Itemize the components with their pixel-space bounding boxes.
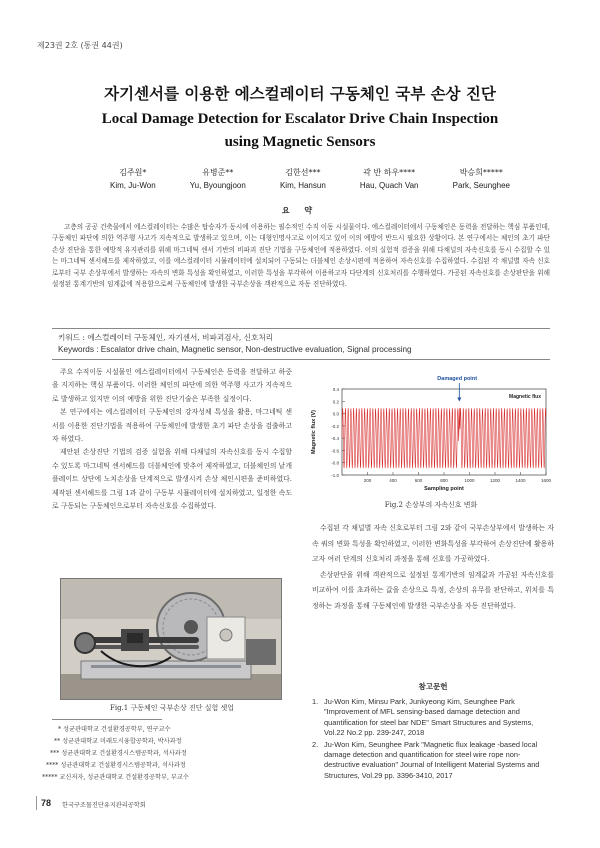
y-tick-label: 0.2 [332, 399, 339, 405]
author-name-ko: 김주원* [119, 168, 147, 177]
y-tick-label: -0.8 [331, 460, 339, 466]
author-name-ko: 박승희***** [459, 168, 503, 177]
author [110, 167, 156, 190]
author-name-en: Yu, Byoungjoon [189, 181, 246, 190]
x-tick-label: 1000 [464, 478, 475, 483]
y-axis-label: Magnetic flux (V) [311, 409, 317, 455]
body-right-column [312, 521, 554, 614]
x-tick-label: 800 [440, 478, 448, 483]
body-left-column [52, 366, 292, 513]
author-name-ko: 유병준** [202, 168, 234, 177]
author-name-en: Park, Seunghee [452, 181, 510, 190]
author-list [110, 167, 510, 190]
reference-item [312, 697, 554, 739]
author [453, 167, 510, 190]
x-tick-label: 1200 [489, 478, 501, 483]
footnote: ** 성균관대학교 미래도시융합공학과, 박사과정 [54, 738, 182, 745]
page-number-divider [36, 796, 37, 810]
setup-photo-illustration [61, 579, 282, 700]
footnotes [40, 724, 292, 784]
keywords-box [52, 328, 550, 360]
abstract-text: 고층의 공공 건축물에서 에스컬레이터는 수많은 탑승자가 동시에 이용하는 필수적인 수직 이동 시설물이다. 에스컬레이터에서 구동체인은 동력을 전달하는 핵심 부품인데, 구동체인 파단에 의한 역주행 사고가 지속적으로 발생하고 있으며, 이는 대형인명사고로 이어지고 있어 이의 예방이 반드시 필요한 상황이다. 본 연구에서는 체인의 초기 파단손상 진단을 통한 예방적 유지관리를 위해 마그네틱 센서 기반의 비파괴 진단 기법을 구동체인에 적용하였다. 이의 실험적 검증을 위해 다채널의 자속신호를 동시 수집할 수 있는 마그네틱 센서헤드를 제작하였고, 이를 에스컬레이터 시뮬레이터에 설치되어 구동되는 더블체인 손상시편에 적용하여 자속신호를 수집하였다. 수집된 각 채널별 자속 신호로부터 국부 손상부에서 발생하는 자속의 변화 특성을 확인하였고, 이러한 특성을 부각하여 이용하고자 다단계의 신호처리를 수행하였다. 가공된 자속신호를 손상판단을 위해 설정된 통계기반의 임계값에 적용함으로써 구동체인에 발생한 국부손상을 객관적으로 자동 진단하였다. [52, 223, 550, 289]
figure2-caption: Fig.2 손상부의 자속신호 변화 [384, 501, 478, 509]
reference-text: Ju-Won Kim, Seunghee Park "Magnetic flux leakage -based local damage detection and quantification for steel wire rope non-destructive evaluation" Journal of Intelligent Material Systems and Structures, Vol.29 pp. 3396-3410, 2017 [324, 739, 540, 780]
reference-item [312, 740, 554, 782]
y-tick-label: 0.4 [332, 387, 339, 392]
author-name-en: Kim, Ju-Won [110, 181, 156, 190]
footnote-divider [52, 719, 162, 720]
page-number: 78 [41, 798, 52, 808]
annotation-damaged-point: Damaged point [437, 376, 478, 382]
author [280, 167, 326, 190]
reference-number: 1. [312, 697, 319, 706]
x-tick-label: 200 [363, 478, 372, 483]
body-paragraph: 수집된 각 채널별 자속 신호로부터 그림 2와 같이 국부손상부에서 발생하는 자속 쿼의 변화 특성을 확인하였고, 이러한 변화특성을 부각하여 손상진단에 활용하고자 여러 단계의 신호처리 과정을 통해 신호를 가공하였다. [312, 524, 554, 563]
author-name-ko: 김한선*** [285, 168, 321, 177]
x-tick-label: 400 [389, 478, 397, 483]
reference-number: 2. [312, 739, 319, 749]
y-tick-label: -0.2 [331, 423, 339, 429]
issue-label: 제23권 2호 (통권 44권) [37, 41, 123, 50]
x-tick-label: 600 [414, 478, 423, 483]
magnetic-flux-chart [306, 371, 556, 495]
footnote: *** 성균관대학교 건설환경시스템공학과, 석사과정 [50, 750, 187, 757]
body-paragraph: 본 연구에서는 에스컬레이터 구동체인의 강자성체 특성을 활용, 마그네틱 센서를 이용한 진단기법을 적용하여 구동체인에 발생한 초기 파단 손상을 검출하고자 하였다. [52, 408, 292, 444]
plot-area [342, 389, 546, 475]
journal-name: 한국구조물진단유지관리공학회 [62, 802, 146, 809]
y-tick-label: -1.0 [331, 473, 339, 478]
footnote: **** 성균관대학교 건설환경시스템공학과, 석사과정 [46, 762, 186, 769]
title-english-line2: using Magnetic Sensors [224, 134, 376, 150]
chart-svg [306, 371, 556, 495]
author-name-en: Kim, Hansun [279, 181, 326, 190]
title-english [60, 108, 540, 154]
x-axis-label: Sampling point [424, 486, 464, 492]
experiment-setup-photo [60, 578, 282, 700]
title-korean: 자기센서를 이용한 에스컬레이터 구동체인 국부 손상 진단 [104, 85, 496, 103]
footnote: ***** 교신저자, 성균관대학교 건설환경공학부, 부교수 [42, 774, 189, 781]
author-name-en: Hau, Quach Van [359, 181, 419, 190]
author-name-ko: 곽 반 하우**** [363, 168, 416, 177]
keywords-english: Keywords : Escalator drive chain, Magnetic sensor, Non-destructive evaluation, Signal processing [58, 345, 412, 354]
y-tick-label: -0.6 [331, 448, 339, 454]
keywords-korean: 키워드 : 에스컬레이터 구동체인, 자기센서, 비파괴검사, 신호처리 [58, 333, 274, 342]
y-tick-label: -0.4 [331, 436, 339, 442]
figure1-caption: Fig.1 구동체인 국부손상 진단 실험 셋업 [109, 704, 235, 712]
author [190, 167, 246, 190]
reference-text: Ju-Won Kim, Minsu Park, Junkyeong Kim, Seunghee Park "Improvement of MFL sensing-based damage detection and quantification for steel bar NDE" Smart Structures and Systems, Vol.22 No.2 pp. 239-247, 2018 [324, 697, 534, 738]
title-english-line1: Local Damage Detection for Escalator Drive Chain Inspection [101, 111, 499, 127]
references-list [312, 697, 554, 782]
body-paragraph: 손상판단을 위해 객관적으로 설정된 통계기반의 임계값과 가공된 자속신호를 비교하여 이를 초과하는 값을 손상으로 특정, 손상의 유무를 판단하고, 위치를 특정하는 과정을 통해 구동체인에 발생한 국부손상을 자동 진단하였다. [312, 570, 554, 610]
series-label: Magnetic flux [509, 394, 542, 400]
y-tick-label: 0.0 [332, 411, 339, 417]
x-tick-label: 1600 [540, 478, 552, 483]
footnote: * 성균관대학교 건설환경공학부, 연구교수 [58, 726, 171, 733]
x-tick-label: 1400 [515, 478, 526, 483]
body-paragraph: 주요 수직이동 시설물인 에스컬레이터에서 구동체인은 동력을 전달하고 하중을 지지하는 핵심 부품이다. 이러한 체인의 파단에 의한 역주행 사고가 지속적으로 발생하고 있지만 이의 예방을 위한 진단기술은 부족한 실정이다. [52, 368, 292, 403]
body-paragraph: 제안된 손상진단 기법의 검증 실험을 위해 다채널의 자속신호를 동시 수집할 수 있도록 마그네틱 센서헤드를 더블체인에 맞추어 제작하였고, 더블체인의 낱개 플레이트 상단에 노치손상을 단계적으로 발생시켜 손상 체인시편을 준비하였다. 제작된 센서헤드를 그림 1과 같이 구동부 시뮬레이터에 설치하였고, 일정한 속도로 구동되는 구동체인으로부터 자속신호를 수집하였다. [52, 448, 292, 511]
author [360, 167, 419, 190]
references-heading: 참고문헌 [418, 682, 448, 691]
abstract-heading: 요 약 [281, 206, 319, 215]
